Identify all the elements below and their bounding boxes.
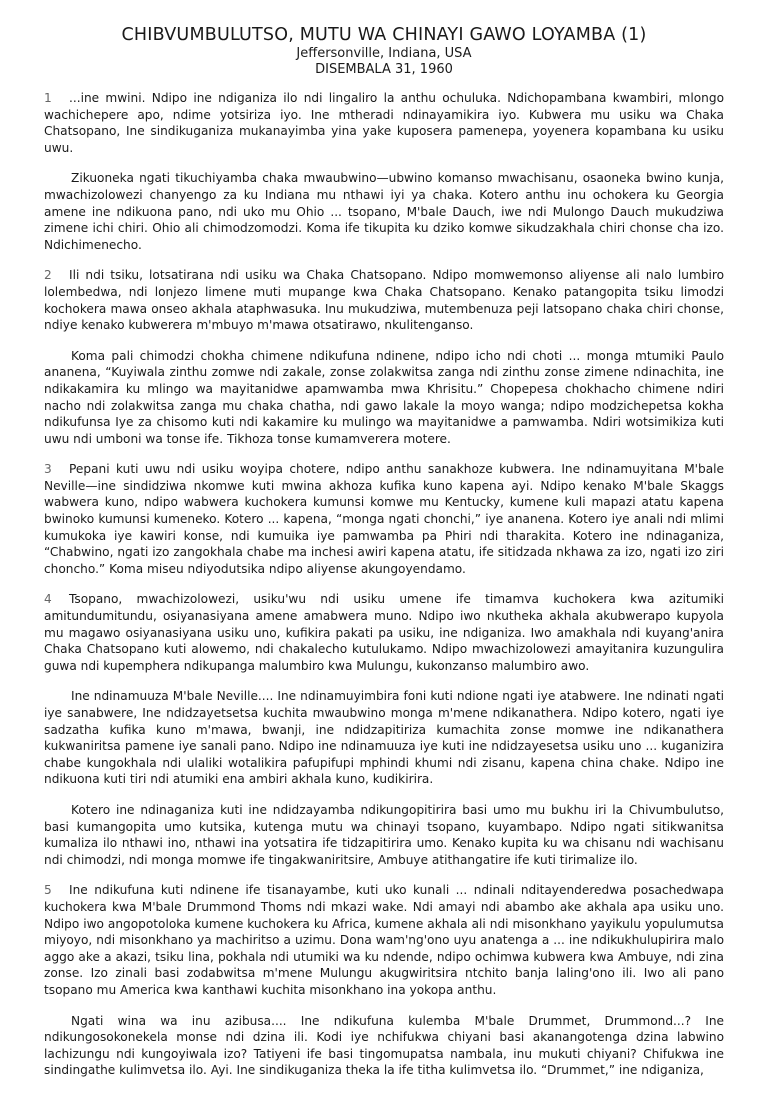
paragraph-text: Kotero ine ndinaganiza kuti ine ndidzayamba ndikungopitirira basi umo mu bukhu iri la Chivumbulutso, basi kumangopita umo kutsika, kutenga mutu wa chinayi tsopano, kuyambapo. Ndipo ngati sitikwanitsa kumaliza ilo nthawi ino, nthawi ina yotsatira ife tidzapitirira umo. Kenako kupita ku wa chisanu ndi wachisanu ndi chimodzi, ndi monga momwe ife tingakwaniritsire, Ambuye atithangatire ife kuti tirimalize ilo.	[44, 802, 724, 867]
sermon-body	[44, 90, 724, 1079]
paragraph-text: Ili ndi tsiku, lotsatirana ndi usiku wa Chaka Chatsopano. Ndipo momwemonso aliyense ali nalo lumbiro lolembedwa, ndi lonjezo limene muti mupange kwa Chaka Chatsopano. Kenako patangopita tsiku limodzi kochokera mawa onseo akhala ataphwasuka. Inu mukudziwa, mutembenuza peji latsopano chaka chiri chonse, ndiye kenako kubwerera m'mbuyo m'mawa otsatirawo, nkulitenganso.	[44, 268, 724, 333]
paragraph	[44, 688, 724, 788]
paragraph-number: 3	[44, 462, 52, 477]
paragraph-text: Tsopano, mwachizolowezi, usiku'wu ndi usiku umene ife timamva kuchokera kwa azitumiki amitundumitundu, osiyanasiyana amene amabwera muno. Ndipo iwo nkutheka akhala akubwerapo kupyola mu magawo osiyanasiyana usiku uno, kufikira pakati pa usiku, ine ndiganiza. Iwo amakhala ndi kuyang'anira Chaka Chatsopano kuti alowemo, ndi chakalecho kutulukamo. Ndipo mwachizolowezi amayitanira kuzungulira guwa ndi kupemphera ndikupanga malumbiro kwa Mulungu, kukonzanso malumbiro awo.	[44, 592, 724, 673]
paragraph-text: ...ine mwini. Ndipo ine ndiganiza ilo ndi lingaliro la anthu ochuluka. Ndichopambana kwambiri, mlongo wachichepere apo, ndime yotsiriza iyo. Ine mtheradi ndinayamikira iyo. Kubwera mu usiku wa Chaka Chatsopano, Ine sindikuganiza mukanayimba yina yake kuposera pamenepa, yoyenera kopambana ku usiku uwu.	[44, 91, 724, 155]
sermon-title: CHIBVUMBULUTSO, MUTU WA CHINAYI GAWO LOYAMBA (1)	[121, 25, 647, 45]
paragraph	[44, 802, 724, 868]
paragraph-text: Ine ndinamuuza M'bale Neville.... Ine ndinamuyimbira foni kuti ndione ngati iye atabwere. Ine ndinati ngati iye sanabwere, Ine ndidzayetsetsa kuchita mwaubwino monga m'mene ndikanathera. Ndipo kotero, ngati iye sadzatha kufika kuno m'mawa, bwanji, ine ndidzapitiriza kumachita zonse momwe ine ndikanathera kukwaniritsa pamene iye sanali pano. Ndipo ine ndinamuuza iye kuti ine ndidzayesetsa usiku uno ... kuganizira chabe kungokhala ndi ulaliki wotalikira pafupifupi mphindi khumi ndi zisanu, kapena china chake. Ndipo ine ndikuona kuti tiri ndi atumiki ena ambiri akhala kuno, kudikirira.	[44, 689, 724, 787]
paragraph-text: Koma pali chimodzi chokha chimene ndikufuna ndinene, ndipo icho ndi choti ... monga mtumiki Paulo ananena, “Kuyiwala zinthu zomwe ndi zakale, zonse zolakwitsa zanga ndi zinthu zonse zimene ndinachita, ine ndikakamira ku mlingo wa mayitanidwe apamwamba mwa Khrisitu.” Chopepesa chokhacho chimene ndiri nacho ndi zolakwitsa zanga mu chaka chatha, ndi gawo lakale la moyo wanga; ndipo modzichepetsa kokha ndikufunsa Iye za chisomo kuti ndi kakamire ku mulingo wa mayitanidwe a pamwamba. Ndiri wotsimikiza kuti uwu ndi umboni wa tonse ife. Tikhoza tonse kumamverera motere.	[44, 348, 724, 446]
paragraph	[44, 461, 724, 577]
paragraph-text: Zikuoneka ngati tikuchiyamba chaka mwaubwino—ubwino komanso mwachisanu, osaoneka bwino kunja, mwachizolowezi chanyengo za ku Indiana mu nthawi iyi ya chaka. Kotero anthu inu ochokera ku Georgia amene ine ndikuona pano, ndi uko mu Ohio ... tsopano, M'bale Dauch, iwe ndi Mulongo Dauch mukudziwa zimene ichi chiri. Ohio ali chimodzomodzi. Koma ife tikupita ku dziko komwe sikudzakhala chiri chonse cha izo. Ndichimenecho.	[44, 171, 724, 252]
paragraph-text: Pepani kuti uwu ndi usiku woyipa chotere, ndipo anthu sanakhoze kubwera. Ine ndinamuyitana M'bale Neville—ine sindidziwa nkomwe kuti mwina akhoza kufika kuno kapena ayi. Ndipo kenako M'bale Skaggs wabwera kuno, ndipo wabwera kuchokera kumunsi komwe mu Kentucky, kumene kuli mapazi atatu kapena bwinoko kumunsi kumeneko. Kotero ... kapena, “monga ngati chonchi,” iye ananena. Kotero iye anali ndi mlimi kumukoka iye kawiri konse, ndi kumuika iye pamwamba pa Phiri ndi tharakita. Kotero ine ndinaganiza, “Chabwino, ngati izo zangokhala chabe ma inchesi awiri kapena atatu, ife sitidzada nkhawa za izo, ngati izo ziri choncho.” Koma miseu ndiyodutsika ndipo aliyense akungoyendamo.	[44, 462, 724, 576]
document-page	[44, 24, 724, 1093]
paragraph-number: 2	[44, 268, 52, 283]
sermon-date: DISEMBALA 31, 1960	[315, 62, 453, 77]
paragraph-text: Ine ndikufuna kuti ndinene ife tisanayambe, kuti uko kunali ... ndinali nditayenderedwa posachedwapa kuchokera kwa M'bale Drummond Thoms ndi mkazi wake. Ndi amayi ndi abambo ake akhala apa usiku uno. Ndipo iwo angopotoloka kumene kuchokera ku Africa, kumene akhala ali ndi misonkhano yayikulu yopulumutsa miyoyo, ndi misonkhano ya machiritso a uzimu. Dona wam'ng'ono uyu anatenga a ... ine ndikukhulupirira malo aggo ake a akazi, tsiku lina, pokhala ndi utumiki wa ku ndende, ndipo ochimwa kubwera kwa Ambuye, ndi zina zonse. Izo zinali basi zodabwitsa m'mene Mulungu akugwiritsira ntchito banja laling'ono ili. Iwo ali pano tsopano mu America kwa kanthawi kuchita misonkhano ina yokopa anthu.	[44, 883, 724, 997]
paragraph	[44, 348, 724, 448]
paragraph	[44, 1013, 724, 1079]
paragraph	[44, 170, 724, 253]
paragraph-number: 4	[44, 592, 52, 607]
paragraph-number: 5	[44, 883, 52, 898]
paragraph-number: 1	[44, 91, 52, 105]
paragraph-text: Ngati wina wa inu azibusa.... Ine ndikufuna kulemba M'bale Drummet, Drummond...? Ine ndikungosokonekela monse ndi dzina ili. Kodi iye nchifukwa chiyani basi akanangotenga dzina labwino lachizungu ndi kungoyiwala izo? Tatiyeni ife basi tingomupatsa nambala, inu mukuti chiyani? Chifukwa ine sindingathe kulimvetsa ilo. Ayi. Ine sindikuganiza theka la ife titha kulimvetsa ilo. “Drummet,” ine ndiganiza,	[44, 1013, 724, 1078]
paragraph	[44, 591, 724, 674]
paragraph	[44, 267, 724, 333]
paragraph	[44, 882, 724, 998]
paragraph	[44, 90, 724, 156]
sermon-location: Jeffersonville, Indiana, USA	[296, 46, 472, 61]
